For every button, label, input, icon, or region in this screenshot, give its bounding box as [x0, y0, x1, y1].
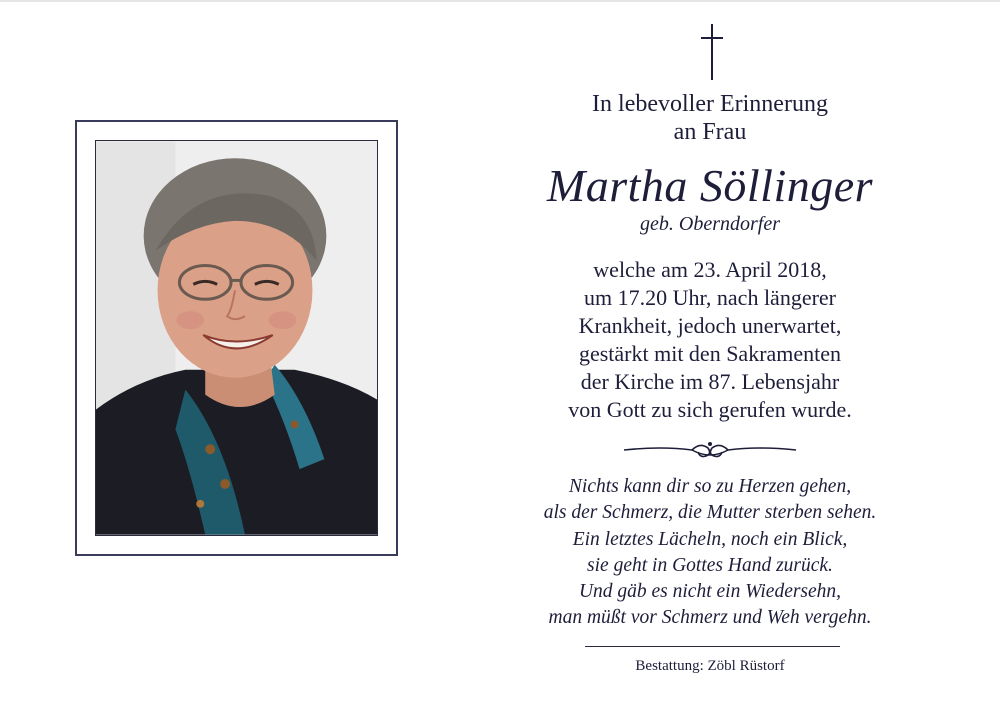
deceased-name: Martha Söllinger — [546, 160, 874, 211]
flourish-ornament-icon — [622, 436, 798, 462]
poem-line: man müßt vor Schmerz und Weh vergehn. — [548, 607, 872, 628]
poem-line: sie geht in Gottes Hand zurück. — [587, 555, 833, 576]
top-edge-line — [0, 0, 1000, 2]
poem-line: als der Schmerz, die Mutter sterben sehen. — [543, 502, 877, 523]
cross-icon — [700, 24, 724, 80]
portrait-illustration — [96, 141, 377, 535]
body-line: welche am 23. April 2018, — [593, 257, 827, 282]
body-line: von Gott zu sich gerufen wurde. — [568, 397, 852, 422]
poem-line: Nichts kann dir so zu Herzen gehen, — [568, 476, 852, 497]
poem-line: Und gäb es nicht ein Wiedersehn, — [578, 581, 842, 602]
poem-line: Ein letztes Lächeln, noch ein Blick, — [572, 529, 848, 550]
portrait-photo — [95, 140, 378, 536]
maiden-name: geb. Oberndorfer — [640, 213, 780, 235]
intro-line-2: an Frau — [673, 119, 747, 145]
portrait-frame — [75, 120, 398, 556]
body-line: gestärkt mit den Sakramenten — [578, 341, 842, 366]
footer-divider — [585, 646, 840, 647]
body-line: um 17.20 Uhr, nach längerer — [583, 285, 837, 310]
body-line: Krankheit, jedoch unerwartet, — [578, 313, 842, 338]
body-line: der Kirche im 87. Lebensjahr — [580, 369, 840, 394]
intro-line-1: In lebevoller Erinnerung — [592, 91, 828, 117]
undertaker-credit: Bestattung: Zöbl Rüstorf — [635, 658, 785, 674]
